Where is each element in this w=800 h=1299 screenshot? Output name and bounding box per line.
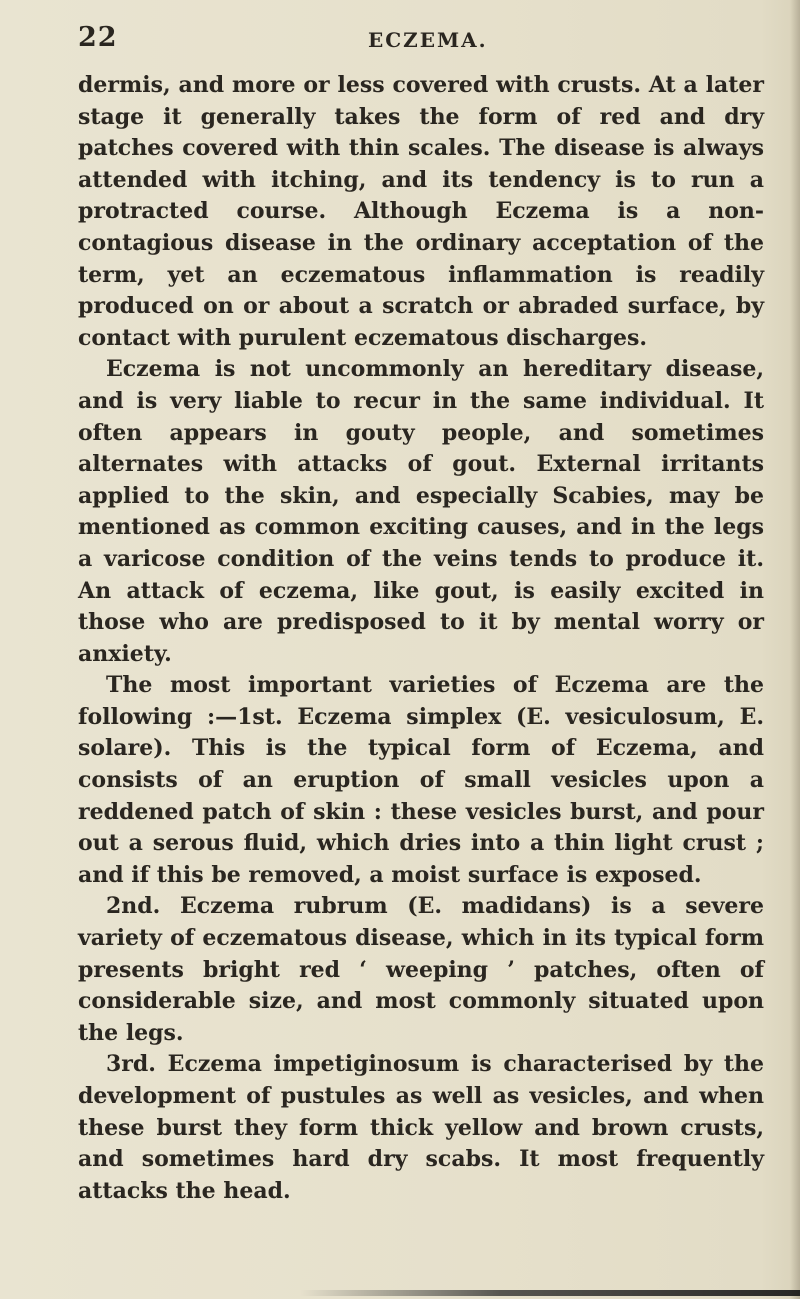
page-edge-shadow bbox=[790, 0, 800, 1299]
body-text bbox=[78, 70, 764, 1207]
running-head: ECZEMA. bbox=[368, 28, 488, 52]
paragraph-continuation: dermis, and more or less covered with crusts. At a later stage it generally takes the form of red and dry patches covered with thin scales. The disease is always attended with itching, and its tendency is to run a protracted course. Although Eczema is a non-contagious disease in the ordinary acceptation of the term, yet an eczematous inflammation is readily produced on or about a scratch or abraded surface, by contact with purulent eczematous discharges. bbox=[78, 72, 764, 351]
paragraph-eczema-impetiginosum: 3rd. Eczema impetiginosum is characterised by the development of pustules as well as vesicles, and when these burst they form thick yellow and brown crusts, and sometimes hard dry scabs. It most frequently attacks the head. bbox=[78, 1051, 764, 1204]
page-number: 22 bbox=[78, 22, 118, 53]
paragraph-hereditary: Eczema is not uncommonly an hereditary disease, and is very liable to recur in the same individual. It often appears in gouty people, and sometimes alternates with attacks of gout. External irritants applied to the skin, and especially Scabies, may be mentioned as common exciting causes, and in the legs a varicose condition of the veins tends to produce it. An attack of eczema, like gout, is easily excited in those who are predisposed to it by mental worry or anxiety. bbox=[78, 356, 764, 667]
paragraph-eczema-rubrum: 2nd. Eczema rubrum (E. madidans) is a severe variety of eczematous disease, which in its typical form presents bright red ‘ weeping ’ patches, often of considerable size, and most commonly situated upon the legs. bbox=[78, 893, 764, 1046]
paragraph-varieties: The most important varieties of Eczema are the following :—1st. Eczema simplex (E. vesiculosum, E. solare). This is the typical form of Eczema, and consists of an eruption of small vesicles upon a reddened patch of skin : these vesicles burst, and pour out a serous fluid, which dries into a thin light crust ; and if this be removed, a moist surface is exposed. bbox=[78, 672, 764, 888]
page-bottom-shadow bbox=[300, 1290, 800, 1296]
page-header bbox=[78, 22, 768, 56]
